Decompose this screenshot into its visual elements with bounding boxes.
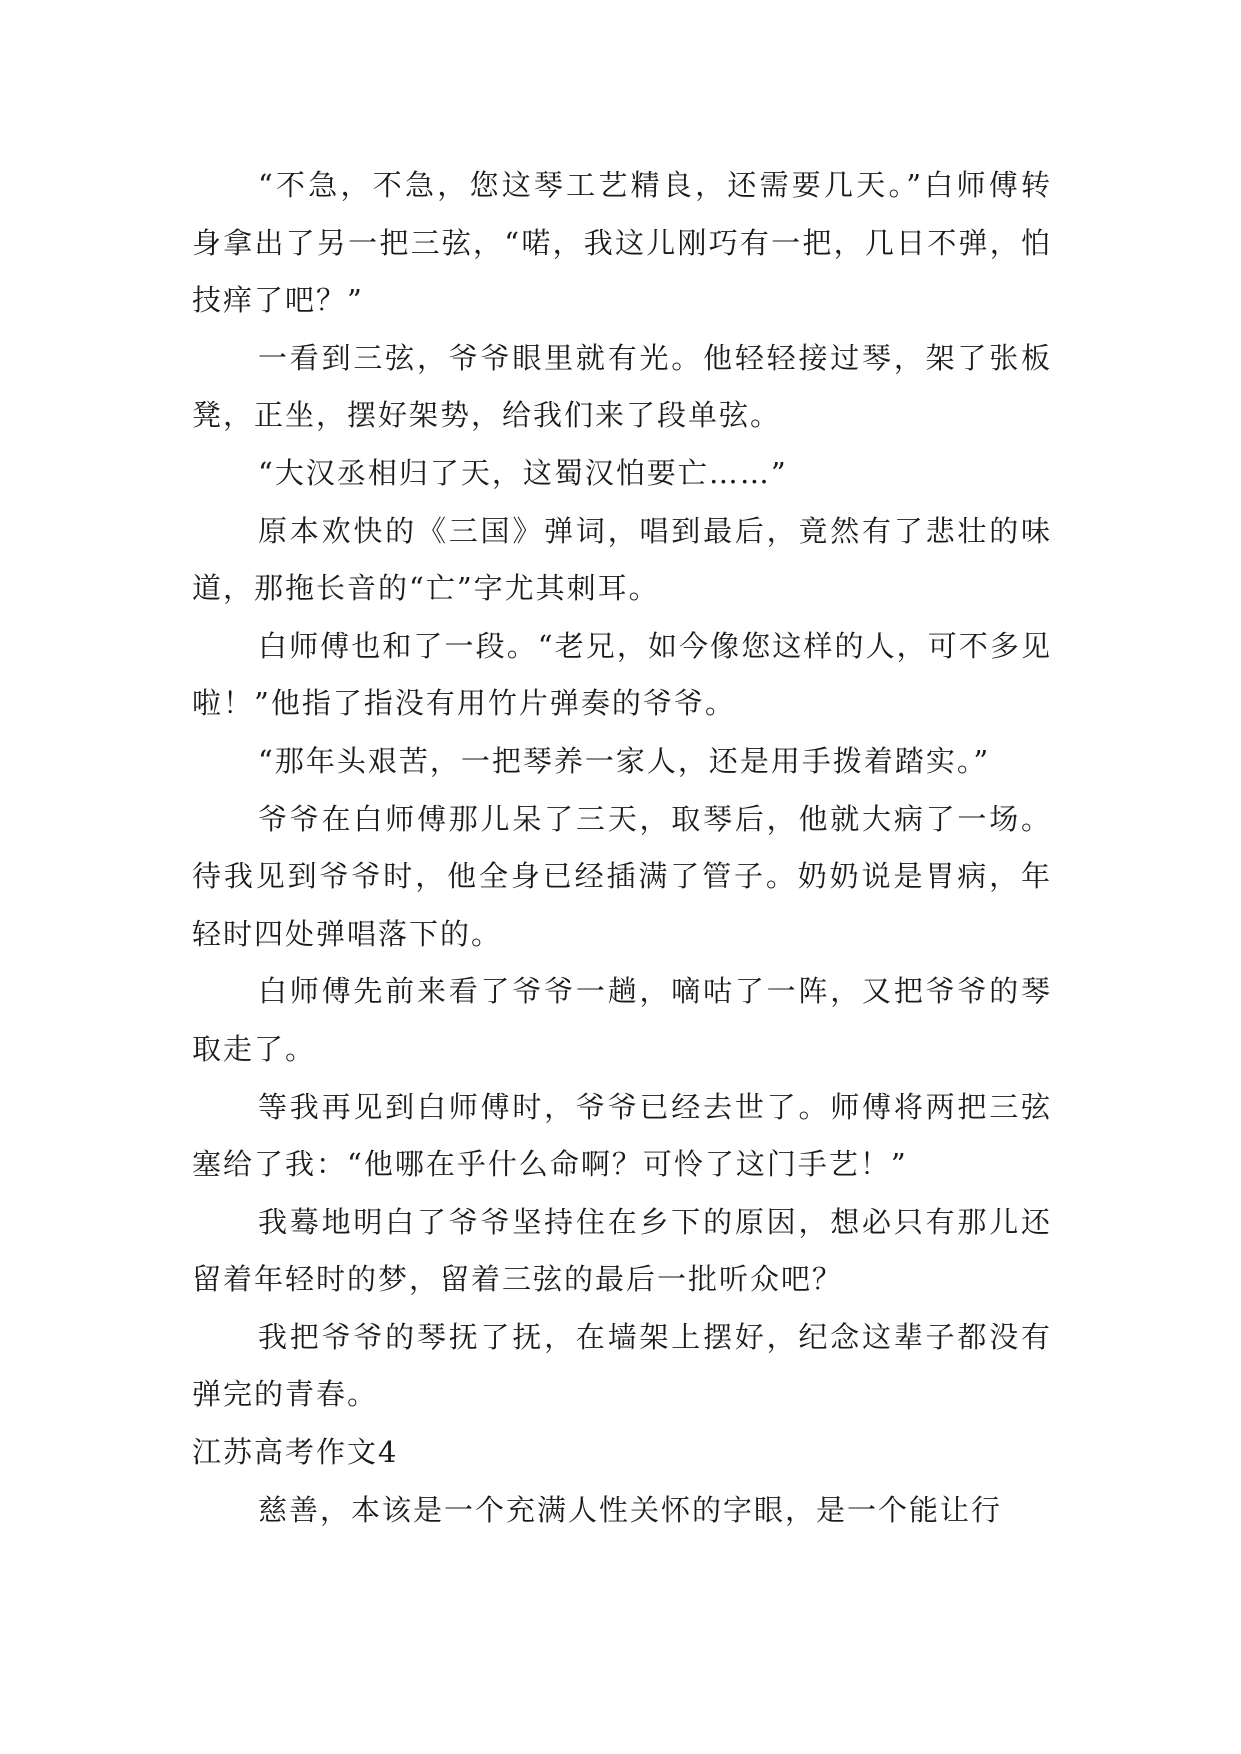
section-heading: 江苏高考作文4: [192, 1435, 399, 1470]
paragraph: 等我再见到白师傅时，爷爷已经去世了。师傅将两把三弦塞给了我：“他哪在乎什么命啊？可怜了这门手艺！”: [192, 1089, 1052, 1182]
paragraph: 爷爷在白师傅那儿呆了三天，取琴后，他就大病了一场。待我见到爷爷时，他全身已经插满了管子。奶奶说是胃病，年轻时四处弹唱落下的。: [192, 801, 1052, 951]
paragraph: “不急，不急，您这琴工艺精良，还需要几天。”白师傅转身拿出了另一把三弦，“喏，我这儿刚巧有一把，几日不弹，怕技痒了吧？”: [192, 168, 1052, 318]
paragraph: “大汉丞相归了天，这蜀汉怕要亡……”: [258, 455, 788, 490]
paragraph: 白师傅也和了一段。“老兄，如今像您这样的人，可不多见啦！”他指了指没有用竹片弹奏的爷爷。: [192, 628, 1052, 721]
paragraph: 我蓦地明白了爷爷坚持住在乡下的原因，想必只有那儿还留着年轻时的梦，留着三弦的最后一批听众吧？: [192, 1204, 1052, 1297]
document-page: [192, 157, 1052, 1539]
paragraph: 原本欢快的《三国》弹词，唱到最后，竟然有了悲壮的味道，那拖长音的“亡”字尤其刺耳。: [192, 513, 1052, 606]
paragraph: 白师傅先前来看了爷爷一趟，嘀咕了一阵，又把爷爷的琴取走了。: [192, 974, 1052, 1066]
paragraph: “那年头艰苦，一把琴养一家人，还是用手拨着踏实。”: [258, 743, 991, 778]
paragraph: 我把爷爷的琴抚了抚，在墙架上摆好，纪念这辈子都没有弹完的青春。: [192, 1319, 1052, 1412]
paragraph: 慈善，本该是一个充满人性关怀的字眼，是一个能让行: [258, 1492, 1003, 1527]
paragraph: 一看到三弦，爷爷眼里就有光。他轻轻接过琴，架了张板凳，正坐，摆好架势，给我们来了段单弦。: [192, 340, 1052, 433]
